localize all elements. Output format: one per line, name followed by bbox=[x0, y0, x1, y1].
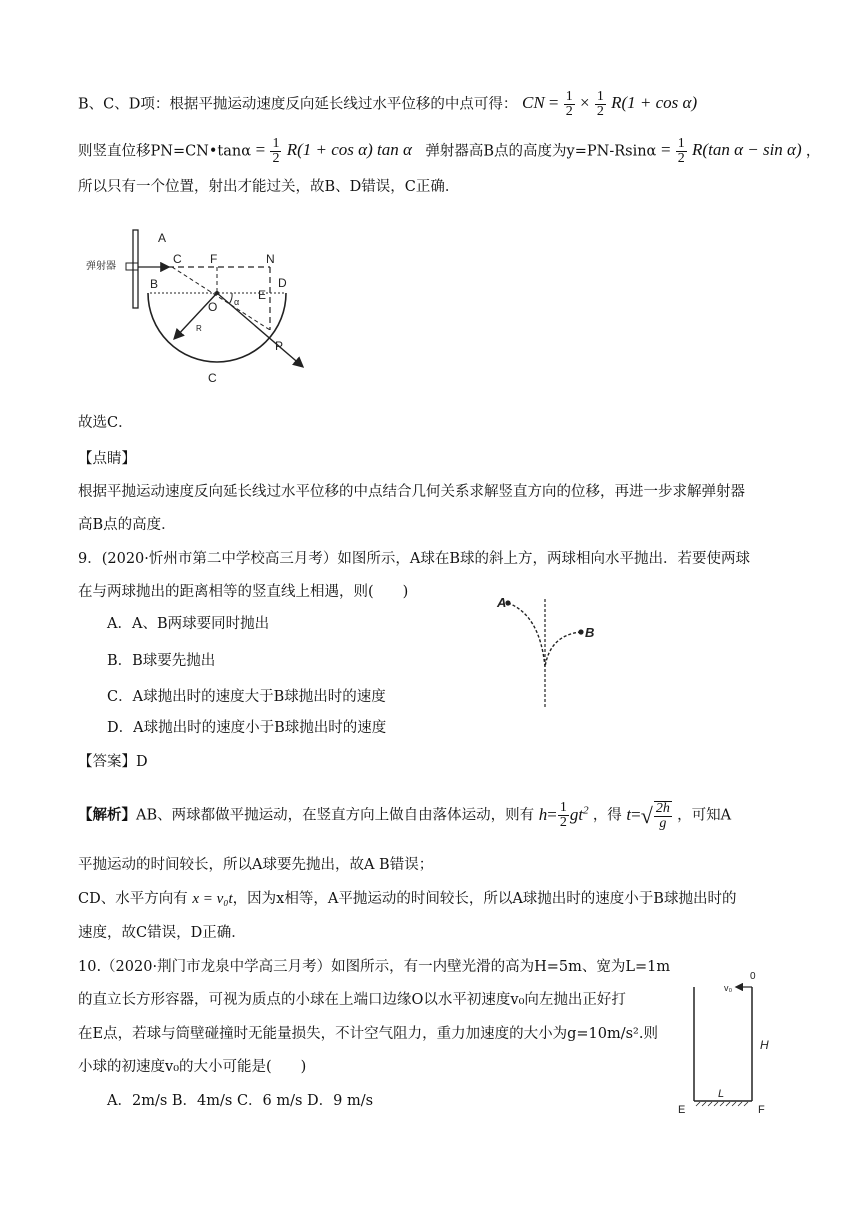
svg-text:O: O bbox=[208, 300, 218, 314]
svg-text:L: L bbox=[718, 1088, 725, 1100]
svg-text:C: C bbox=[173, 252, 182, 266]
text-line: 则竖直位移PN=CN•tanα = $\frac{1}{2}$ R(1 + cos α) tan α 弹射器高B点的高度为y=PN-Rsinα = $\frac{1}{2}$ R(tan α − sin α) ， bbox=[78, 136, 821, 166]
svg-text:C: C bbox=[208, 371, 217, 385]
svg-text:P: P bbox=[275, 339, 284, 353]
option-a: A．A、B两球要同时抛出 bbox=[107, 616, 270, 632]
text-line: 根据平抛运动速度反向延长线过水平位移的中点结合几何关系求解竖直方向的位移，再进一步求解弹射器 bbox=[78, 484, 745, 500]
analysis-line: CD、水平方向有 x = v₀t，因为x相等，A平抛运动的时间较长，所以A球抛出时的速度小于B球抛出时的 bbox=[78, 891, 737, 907]
svg-text:B: B bbox=[585, 625, 595, 640]
question-9-title: 9．(2020·忻州市第二中学校高三月考）如图所示，A球在B球的斜上方，两球相向水平抛出．若要使两球 bbox=[78, 551, 751, 567]
answer-choice: 故选C． bbox=[78, 415, 133, 431]
q10-options: A．2m/s B．4m/s C．6 m/s D．9 m/s bbox=[107, 1093, 374, 1109]
svg-text:B: B bbox=[150, 277, 159, 291]
analysis-line: 【解析】AB、两球都做平抛运动，在竖直方向上做自由落体运动，则有 h= $\frac{1}{2}$ $gt^2$ ，得 t=√ $\frac{2h}{g}$ ，可知A bbox=[78, 800, 732, 831]
text-line: 小球的初速度v₀的大小可能是( ) bbox=[78, 1059, 307, 1075]
option-c: C．A球抛出时的速度大于B球抛出时的速度 bbox=[107, 689, 386, 705]
formula-cn: CN = $\frac{1}{2}$ × $\frac{1}{2}$ R(1 + cos α) bbox=[521, 89, 698, 119]
text-line: 在E点，若球与筒壁碰撞时无能量损失，不计空气阻力，重力加速度的大小为g=10m/s².则 bbox=[78, 1026, 658, 1042]
text-line: 的直立长方形容器，可视为质点的小球在上端口边缘O以水平初速度v₀向左抛出正好打 bbox=[78, 992, 626, 1008]
question-10-title: 10.（2020·荆门市龙泉中学高三月考）如图所示，有一内壁光滑的高为H=5m、宽为L=1m bbox=[78, 959, 671, 975]
svg-text:E: E bbox=[678, 1104, 686, 1116]
formula-t: t=√ $\frac{2h}{g}$ bbox=[626, 800, 670, 831]
formula-pn: = $\frac{1}{2}$ R(1 + cos α) tan α bbox=[255, 136, 412, 166]
formula-x: x = v₀t bbox=[192, 891, 233, 907]
semicircle-launcher-figure bbox=[80, 225, 320, 390]
analysis-line: 速度，故C错误，D正确． bbox=[78, 925, 246, 941]
dianjing-title: 【点睛】 bbox=[78, 451, 136, 467]
formula-y: = $\frac{1}{2}$ R(tan α − sin α) bbox=[660, 136, 802, 166]
text-line: B、C、D项：根据平抛运动速度反向延长线过水平位移的中点可得： CN = $\frac{1}{2}$ × $\frac{1}{2}$ R(1 + cos α) bbox=[78, 89, 698, 119]
option-d: D．A球抛出时的速度小于B球抛出时的速度 bbox=[107, 720, 387, 736]
text-line: 高B点的高度． bbox=[78, 517, 176, 533]
svg-text:F: F bbox=[210, 252, 218, 266]
svg-text:N: N bbox=[266, 252, 275, 266]
two-balls-figure bbox=[495, 595, 605, 710]
formula-h: h= $\frac{1}{2}$ $gt^2$ bbox=[538, 800, 589, 831]
answer: 【答案】D bbox=[78, 754, 148, 770]
svg-text:E: E bbox=[258, 288, 267, 302]
svg-text:D: D bbox=[278, 276, 287, 290]
svg-text:α: α bbox=[234, 297, 240, 307]
svg-text:A: A bbox=[158, 231, 167, 245]
text-line: 在与两球抛出的距离相等的竖直线上相遇，则( ) bbox=[78, 584, 409, 600]
svg-text:v₀: v₀ bbox=[724, 983, 733, 993]
svg-text:H: H bbox=[760, 1038, 769, 1052]
launcher-label: 弹射器 bbox=[86, 261, 116, 272]
option-b: B．B球要先抛出 bbox=[107, 653, 216, 669]
container-figure bbox=[672, 965, 787, 1120]
analysis-line: 平抛运动的时间较长，所以A球要先抛出，故A B错误； bbox=[78, 857, 434, 873]
svg-text:A: A bbox=[497, 595, 507, 610]
svg-text:R: R bbox=[196, 324, 202, 333]
svg-text:F: F bbox=[758, 1104, 765, 1116]
text-line: 所以只有一个位置，射出才能过关，故B、D错误，C正确． bbox=[78, 179, 460, 195]
svg-text:0: 0 bbox=[750, 971, 756, 982]
